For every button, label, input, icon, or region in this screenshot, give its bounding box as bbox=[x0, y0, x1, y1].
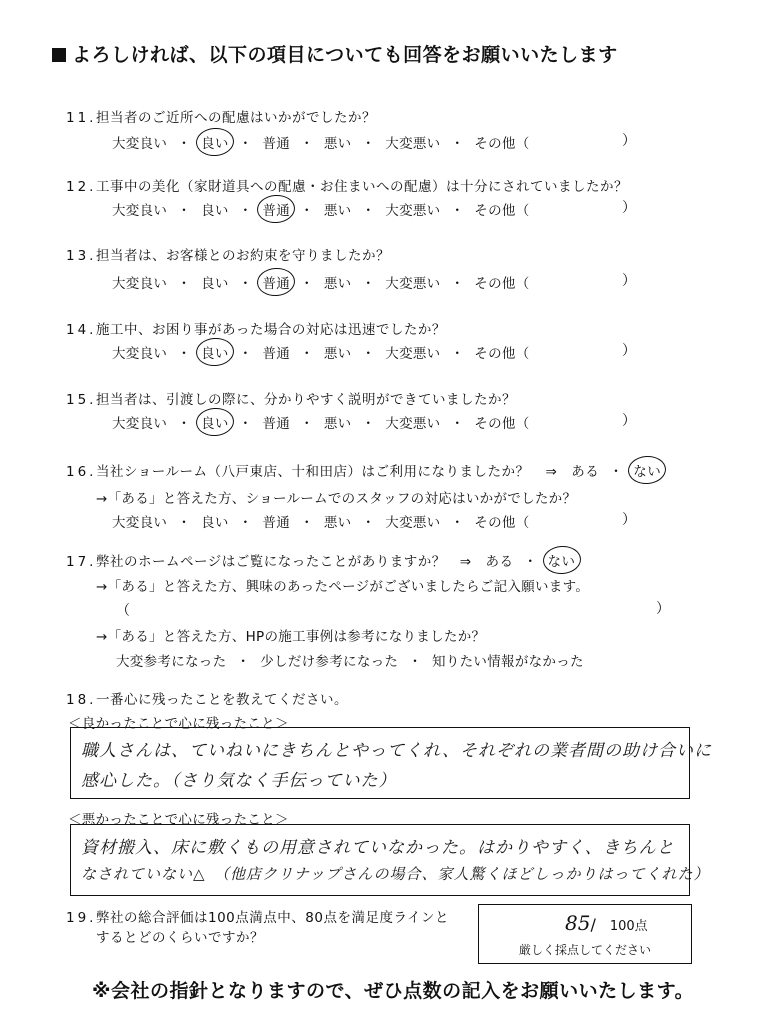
q17-option[interactable]: 知りたい情報がなかった bbox=[432, 654, 584, 670]
rating-option[interactable]: 普通 bbox=[262, 199, 290, 219]
q11-close-paren: ） bbox=[622, 133, 636, 149]
q11-options: 大変良い ・ 良い ・ 普通 ・ 悪い ・ 大変悪い ・ その他（ bbox=[112, 132, 530, 152]
question-17: 17.弊社のホームページはご覧になったことがありますか？ ⇒ ある ・ ない bbox=[66, 550, 576, 570]
rating-option[interactable]: 良い bbox=[201, 412, 229, 432]
rating-option[interactable]: 悪い bbox=[323, 276, 352, 292]
rating-option[interactable]: その他（ bbox=[474, 346, 530, 362]
bad-comment-line: なされていない△ （他店クリナップさんの場合、家人驚くほどしっかりはってくれた） bbox=[81, 865, 710, 883]
rating-option[interactable]: 悪い bbox=[323, 515, 352, 531]
page-heading bbox=[52, 40, 618, 67]
q16-close-paren: ） bbox=[622, 512, 636, 528]
rating-option[interactable]: 悪い bbox=[323, 136, 352, 152]
question-11: 11.担当者のご近所への配慮はいかがでしたか？ bbox=[66, 110, 376, 126]
q14-close-paren: ） bbox=[622, 343, 636, 359]
q16-no[interactable]: ない bbox=[633, 460, 661, 480]
score-slash: / bbox=[590, 915, 596, 934]
rating-option[interactable]: 大変悪い bbox=[385, 416, 441, 432]
good-comment-box[interactable] bbox=[70, 727, 713, 799]
rating-option[interactable]: 大変良い bbox=[112, 203, 168, 219]
bad-comment-box[interactable] bbox=[70, 824, 710, 896]
score-max: 100点 bbox=[609, 919, 648, 934]
q16-follow: →「ある」と答えた方、ショールームでのスタッフの対応はいかがでしたか？ bbox=[96, 491, 577, 507]
rating-option[interactable]: 大変良い bbox=[112, 515, 168, 531]
good-comment-line: 感心した。（さり気なく手伝っていた） bbox=[81, 771, 397, 791]
rating-option[interactable]: 大変悪い bbox=[385, 276, 441, 292]
score-box[interactable] bbox=[478, 904, 692, 964]
q12-close-paren: ） bbox=[622, 200, 636, 216]
rating-option[interactable]: 大変悪い bbox=[385, 203, 441, 219]
rating-option[interactable]: 悪い bbox=[323, 416, 352, 432]
rating-option[interactable]: その他（ bbox=[474, 515, 530, 531]
heading-text: よろしければ、以下の項目についても回答をお願いいたします bbox=[72, 44, 618, 66]
q15-close-paren: ） bbox=[622, 413, 636, 429]
rating-option[interactable]: 普通 bbox=[262, 272, 290, 292]
q13-options: 大変良い ・ 良い ・ 普通 ・ 悪い ・ 大変悪い ・ その他（ bbox=[112, 272, 530, 292]
question-19-line2: するとどのくらいですか？ bbox=[96, 930, 264, 946]
rating-option[interactable]: 大変良い bbox=[112, 346, 168, 362]
q16-options: 大変良い ・ 良い ・ 普通 ・ 悪い ・ 大変悪い ・ その他（ bbox=[112, 511, 530, 531]
rating-option[interactable]: 悪い bbox=[323, 203, 352, 219]
q17-close-paren: ） bbox=[656, 601, 670, 617]
rating-option[interactable]: 良い bbox=[201, 203, 229, 219]
good-label: ＜良かったことで心に残ったこと＞ bbox=[68, 716, 289, 732]
q17-yes[interactable]: ある bbox=[485, 554, 514, 570]
rating-option[interactable]: 大変悪い bbox=[385, 346, 441, 362]
rating-option[interactable]: 普通 bbox=[262, 515, 291, 531]
rating-option[interactable]: 大変悪い bbox=[385, 136, 441, 152]
question-14: 14.施工中、お困り事があった場合の対応は迅速でしたか？ bbox=[66, 322, 446, 338]
q14-options: 大変良い ・ 良い ・ 普通 ・ 悪い ・ 大変悪い ・ その他（ bbox=[112, 342, 530, 362]
question-15: 15.担当者は、引渡しの際に、分かりやすく説明ができていましたか？ bbox=[66, 392, 516, 408]
good-comment-line: 職人さんは、ていねいにきちんとやってくれ、それぞれの業者間の助け合いに bbox=[81, 741, 713, 761]
q15-options: 大変良い ・ 良い ・ 普通 ・ 悪い ・ 大変悪い ・ その他（ bbox=[112, 412, 530, 432]
rating-option[interactable]: その他（ bbox=[474, 416, 530, 432]
q17-follow2: →「ある」と答えた方、HPの施工事例は参考になりましたか？ bbox=[96, 629, 486, 645]
rating-option[interactable]: 良い bbox=[201, 342, 229, 362]
q12-options: 大変良い ・ 良い ・ 普通 ・ 悪い ・ 大変悪い ・ その他（ bbox=[112, 199, 530, 219]
bad-comment-line: 資材搬入、床に敷くもの用意されていなかった。はかりやすく、きちんと bbox=[81, 838, 675, 858]
rating-option[interactable]: 大変良い bbox=[112, 416, 168, 432]
q17-option[interactable]: 少しだけ参考になった bbox=[260, 654, 399, 670]
score-note: 厳しく採点してください bbox=[519, 943, 652, 957]
q17-follow1: →「ある」と答えた方、興味のあったページがございましたらご記入願います。 bbox=[96, 579, 590, 595]
q17-no[interactable]: ない bbox=[548, 550, 576, 570]
rating-option[interactable]: 大変良い bbox=[112, 276, 168, 292]
question-19: 19.弊社の総合評価は100点満点中、80点を満足度ラインと bbox=[66, 910, 450, 926]
question-16: 16.当社ショールーム（八戸東店、十和田店）はご利用になりましたか？ ⇒ ある ・ ない bbox=[66, 460, 661, 480]
rating-option[interactable]: 大変悪い bbox=[385, 515, 441, 531]
q17-options: 大変参考になった ・ 少しだけ参考になった ・ 知りたい情報がなかった bbox=[116, 650, 584, 670]
question-13: 13.担当者は、お客様とのお約束を守りましたか？ bbox=[66, 248, 390, 264]
bad-label: ＜悪かったことで心に残ったこと＞ bbox=[68, 812, 289, 828]
rating-option[interactable]: その他（ bbox=[474, 276, 530, 292]
rating-option[interactable]: 普通 bbox=[262, 136, 291, 152]
rating-option[interactable]: 普通 bbox=[262, 346, 291, 362]
q17-option[interactable]: 大変参考になった bbox=[116, 654, 227, 670]
question-18: 18.一番心に残ったことを教えてください。 bbox=[66, 692, 348, 708]
rating-option[interactable]: 良い bbox=[201, 515, 229, 531]
score-value: 85 bbox=[565, 911, 591, 935]
rating-option[interactable]: その他（ bbox=[474, 136, 530, 152]
rating-option[interactable]: 良い bbox=[201, 276, 229, 292]
rating-option[interactable]: その他（ bbox=[474, 203, 530, 219]
q13-close-paren: ） bbox=[622, 273, 636, 289]
rating-option[interactable]: 悪い bbox=[323, 346, 352, 362]
q17-open-paren: （ bbox=[116, 603, 130, 619]
question-12: 12.工事中の美化（家財道具への配慮・お住まいへの配慮）は十分にされていましたか？ bbox=[66, 179, 628, 195]
rating-option[interactable]: 普通 bbox=[262, 416, 291, 432]
square-bullet-icon bbox=[52, 48, 66, 62]
rating-option[interactable]: 大変良い bbox=[112, 136, 168, 152]
rating-option[interactable]: 良い bbox=[201, 132, 229, 152]
q16-yes[interactable]: ある bbox=[571, 464, 600, 480]
footer-note: ※会社の指針となりますので、ぜひ点数の記入をお願いいたします。 bbox=[92, 980, 695, 1002]
